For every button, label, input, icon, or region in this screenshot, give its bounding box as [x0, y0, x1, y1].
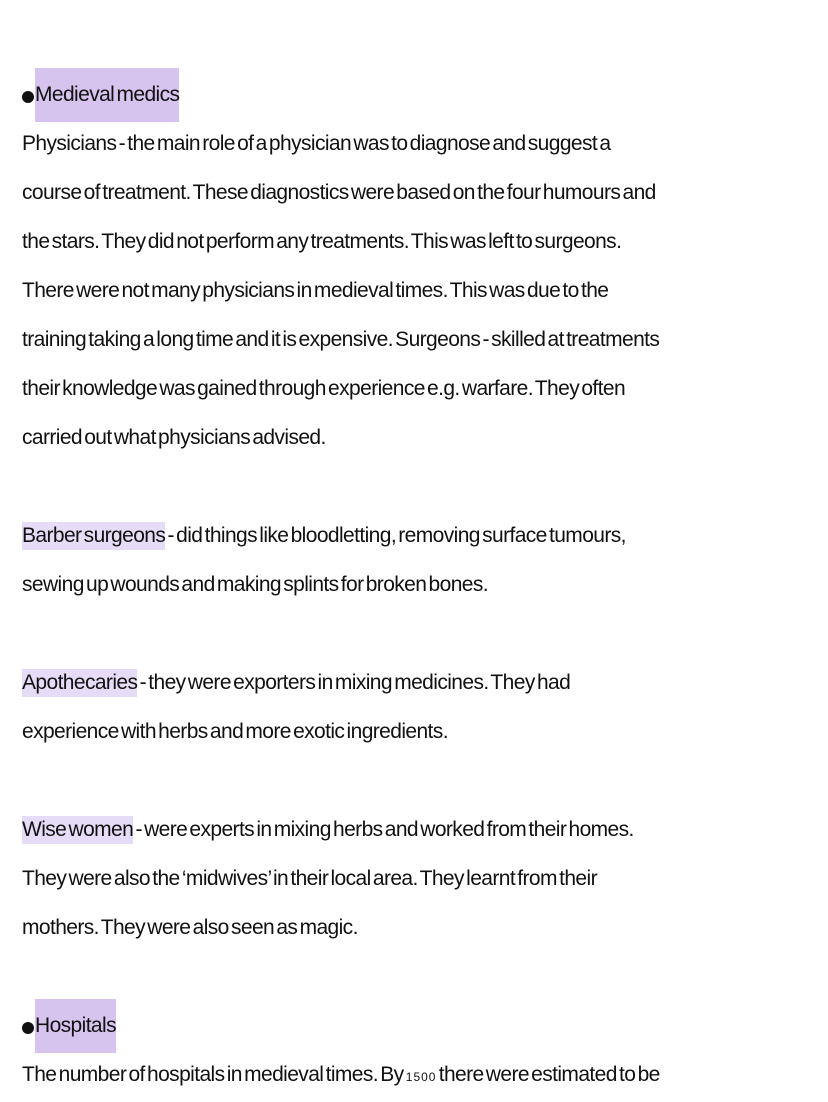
paragraph-gap — [22, 609, 812, 658]
paragraph-gap — [22, 756, 812, 805]
paragraph-line: sewing up wounds and making splints for broken bones. — [22, 573, 489, 596]
paragraph-line-barber-surgeons — [22, 511, 812, 560]
term-definition: - were experts in mixing herbs and worked from their homes. — [133, 818, 634, 841]
paragraph-line: carried out what physicians advised. — [22, 426, 326, 449]
paragraph-line: There were not many physicians in medieval times. This was due to the — [22, 279, 609, 302]
text-before-number: The number of hospitals in medieval times. By — [22, 1063, 406, 1086]
paragraph-line-wise-women — [22, 805, 812, 854]
term-barber-surgeons: Barber surgeons — [22, 522, 165, 550]
paragraph-line: mothers. They were also seen as magic. — [22, 916, 358, 939]
paragraph-gap — [22, 462, 812, 511]
heading-text: Medieval medics — [35, 68, 179, 122]
paragraph-line: their knowledge was gained through experience e.g. warfare. They often — [22, 377, 626, 400]
term-definition: - did things like bloodletting, removing surface tumours, — [165, 524, 626, 547]
heading-text: Hospitals — [35, 999, 116, 1053]
paragraph-line: experience with herbs and more exotic ingredients. — [22, 720, 448, 743]
paragraph-line: training taking a long time and it is expensive. Surgeons - skilled at treatments — [22, 328, 660, 351]
year-number: 1500 — [405, 1070, 437, 1084]
document-page — [22, 70, 812, 1099]
section-heading-medieval-medics — [22, 70, 812, 119]
paragraph-line: They were also the ‘midwives’ in their local area. They learnt from their — [22, 867, 597, 890]
paragraph-line: the stars. They did not perform any treatments. This was left to surgeons. — [22, 230, 622, 253]
bullet-icon — [22, 91, 34, 103]
section-heading-hospitals — [22, 1001, 812, 1050]
paragraph-line: course of treatment. These diagnostics were based on the four humours and — [22, 181, 656, 204]
term-apothecaries: Apothecaries — [22, 669, 137, 697]
term-wise-women: Wise women — [22, 816, 133, 844]
term-definition: - they were exporters in mixing medicines. They had — [137, 671, 571, 694]
text-after-number: there were estimated to be — [436, 1063, 660, 1086]
paragraph-gap — [22, 952, 812, 1001]
bullet-icon — [22, 1022, 34, 1034]
paragraph-line-hospitals — [22, 1050, 812, 1099]
paragraph-line-apothecaries — [22, 658, 812, 707]
paragraph-line: Physicians - the main role of a physician was to diagnose and suggest a — [22, 132, 611, 155]
